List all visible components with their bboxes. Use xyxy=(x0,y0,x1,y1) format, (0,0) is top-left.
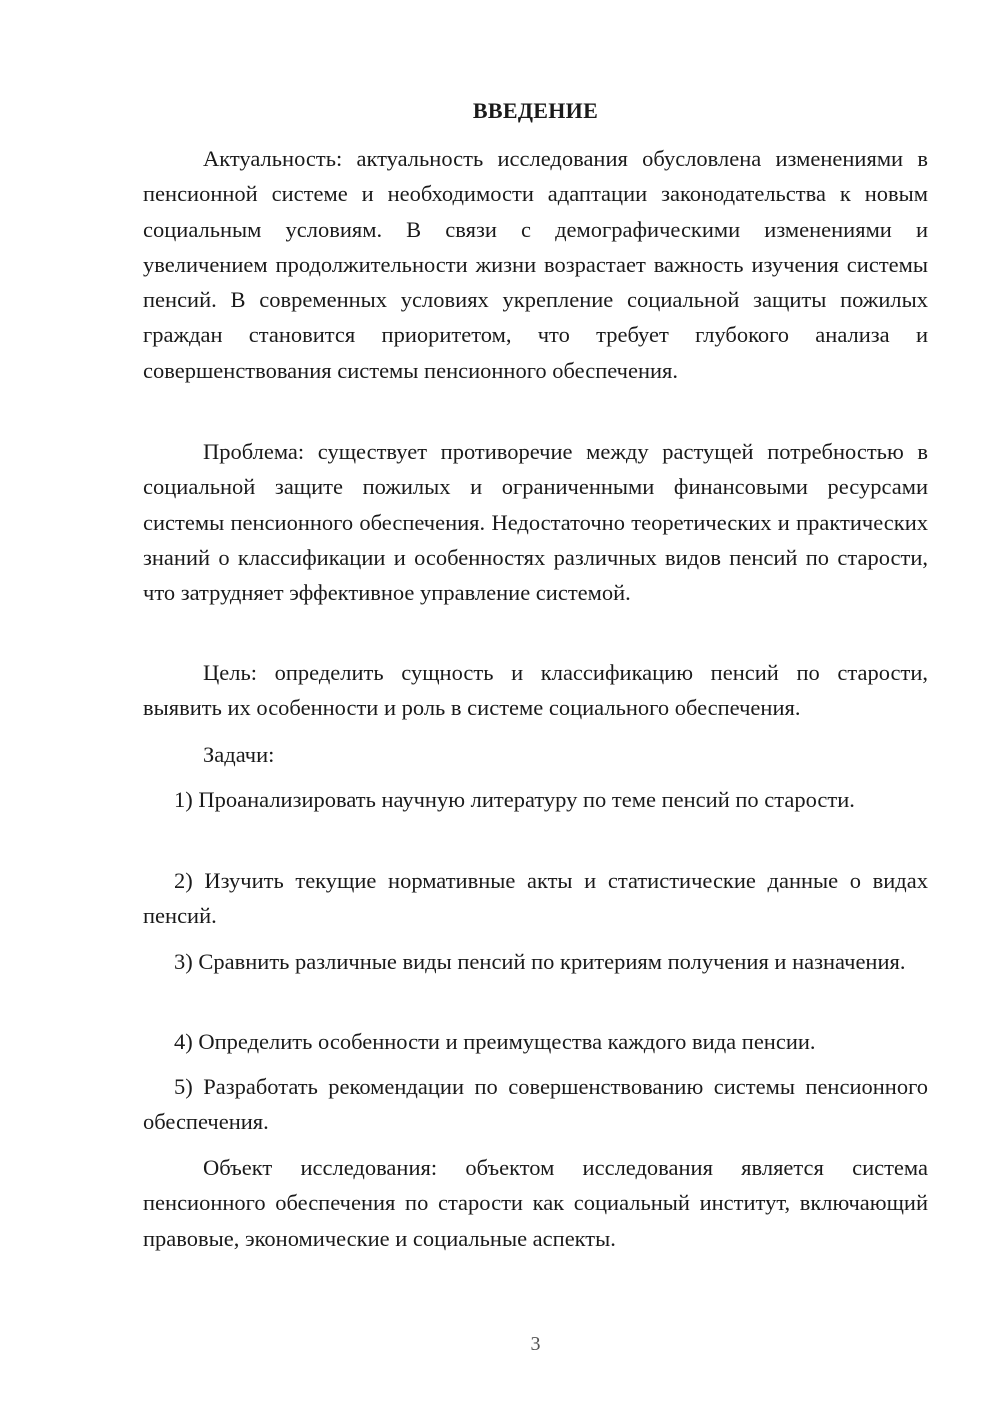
section-title: ВВЕДЕНИЕ xyxy=(472,98,599,123)
task-item: 5) Разработать рекомендации по совершенствованию системы пенсионного обеспечения. xyxy=(143,1074,928,1135)
task-item: 2) Изучить текущие нормативные акты и статистические данные о видах пенсий. xyxy=(143,868,928,929)
goal-paragraph: Цель: определить сущность и классификацию пенсий по старости, выявить их особенности и роль в системе социального обеспечения. xyxy=(143,660,928,721)
page-number: 3 xyxy=(530,1333,541,1355)
task-item: 3) Сравнить различные виды пенсий по критериям получения и назначения. xyxy=(174,949,906,974)
tasks-heading: Задачи: xyxy=(203,742,275,767)
object-paragraph: Объект исследования: объектом исследования является система пенсионного обеспечения по старости как социальный институт, включающий правовые, экономические и социальные аспекты. xyxy=(143,1155,928,1251)
relevance-paragraph: Актуальность: актуальность исследования обусловлена изменениями в пенсионной системе и необходимости адаптации законодательства к новым социальным условиям. В связи с демографическими изменениями и увеличением продолжительности жизни возрастает важность изучения системы пенсий. В современных условиях укрепление социальной защиты пожилых граждан становится приоритетом, что требует глубокого анализа и совершенствования системы пенсионного обеспечения. xyxy=(143,146,928,383)
task-item: 1) Проанализировать научную литературу по теме пенсий по старости. xyxy=(174,787,855,812)
document-page xyxy=(143,0,928,1414)
task-item: 4) Определить особенности и преимущества каждого вида пенсии. xyxy=(174,1029,816,1054)
problem-paragraph: Проблема: существует противоречие между растущей потребностью в социальной защите пожилых и ограниченными финансовыми ресурсами системы пенсионного обеспечения. Недостаточно теоретических и практических знаний о классификации и особенностях различных видов пенсий по старости, что затрудняет эффективное управление системой. xyxy=(143,439,928,606)
